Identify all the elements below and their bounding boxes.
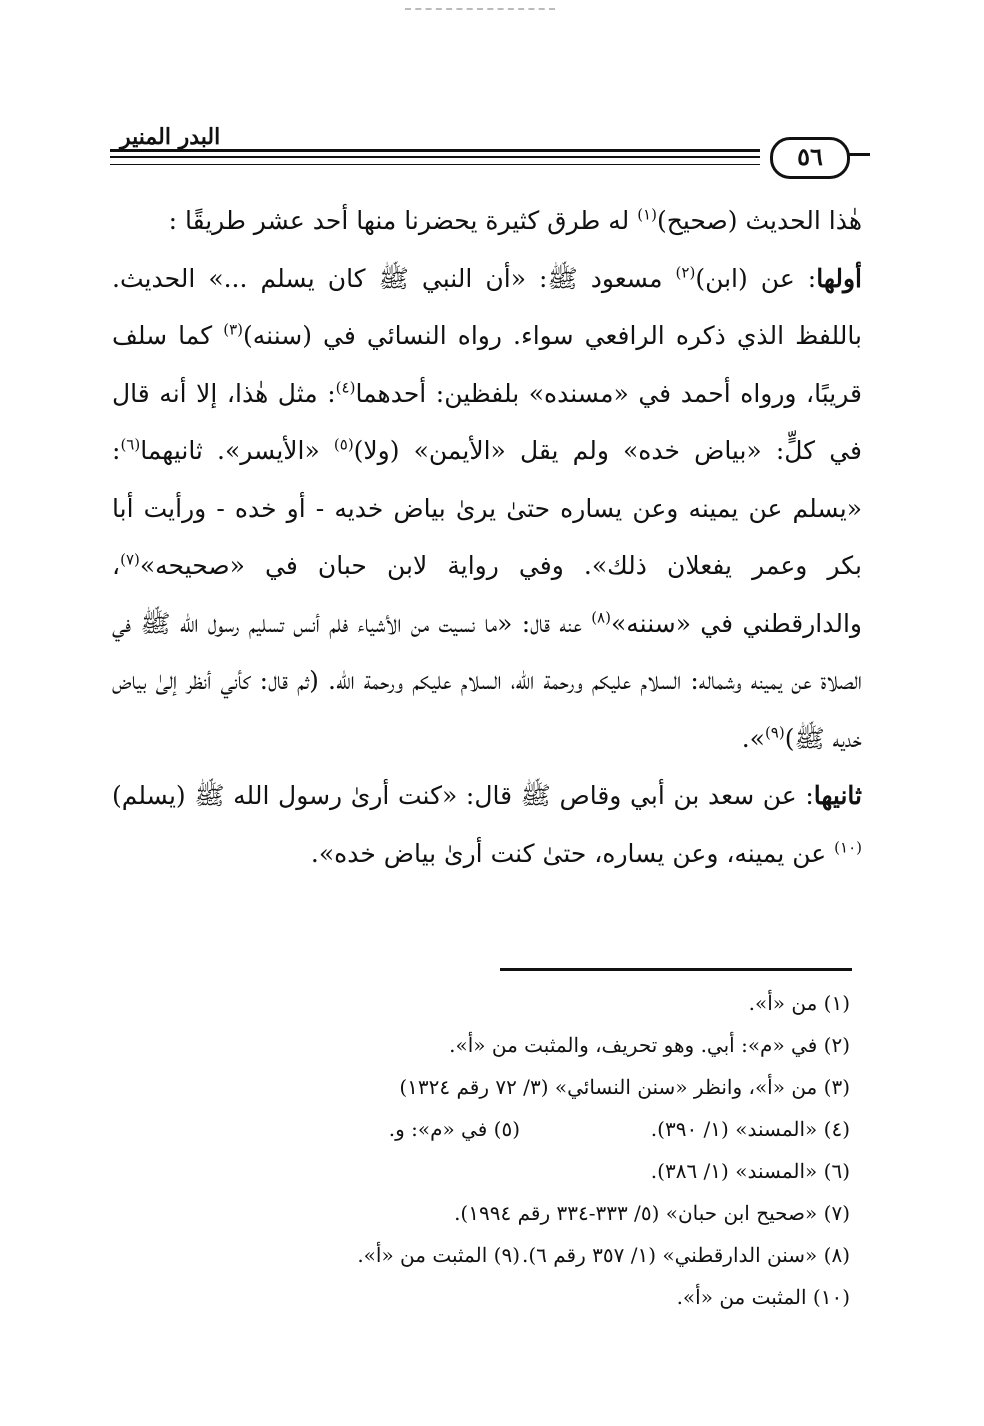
footnote-item: (٩) المثبت من «أ». [357, 1243, 520, 1267]
footnotes [290, 982, 850, 1318]
footnote-divider [500, 968, 852, 971]
footnote-ref: (٦) [120, 435, 141, 454]
footnote-item: (٣) من «أ»، وانظر «سنن النسائي» (٣/ ٧٢ رقم ١٣٢٤) [399, 1075, 850, 1099]
text-segment: كما سلف قريبًا، ورواه أحمد في «مسنده» بلفظين: أحدهما [112, 321, 862, 408]
section-heading: أولها [816, 263, 862, 293]
top-dashes-divider [405, 8, 555, 10]
text-segment: : عن سعد بن أبي وقاص ﷺ قال: «كنت أرىٰ رسول الله ﷺ (يسلم) [112, 781, 814, 810]
text-segment: : مثل هٰذا، إلا أنه قال في كلٍّ: «بياض خده» ولم يقل «الأيمن» (ولا) [112, 378, 862, 465]
footnote-ref: (٩) [764, 723, 785, 742]
footnote-ref: (٨) [591, 608, 611, 627]
footnote-item: (٥) في «م»: و. [388, 1117, 520, 1141]
text-segment: عنه قال: «ما نسيت من الأشياء فلم أنس تسليم رسول الله ﷺ في الصلاة عن يمينه وشماله: السلام عليكم ورحمة الله، السلام عليكم ورحمة الله. (ثم قال: كأني أنظر إلىٰ بياض خديه ﷺ) [112, 608, 862, 753]
footnote-ref: (٥) [333, 435, 354, 454]
footnote-ref: (٧) [120, 550, 140, 569]
page-header [110, 110, 870, 172]
text-segment: له طرق كثيرة يحضرنا منها أحد عشر طريقًا : [168, 206, 638, 235]
text-segment: : عن (ابن) [695, 263, 817, 293]
footnote-item: (٤) «المسند» (١/ ٣٩٠). [650, 1117, 850, 1141]
footnote-ref: (٤) [335, 378, 356, 397]
footnote-item: (١٠) المثبت من «أ». [676, 1285, 850, 1309]
paragraph-intro [112, 192, 862, 250]
section-heading: ثانيها [813, 781, 862, 810]
main-text [112, 192, 862, 882]
text-segment: «الأيسر». ثانيهما [140, 436, 334, 465]
footnote-ref: (٢) [675, 263, 696, 282]
footnote-item: (٦) «المسند» (١/ ٣٨٦). [650, 1159, 850, 1183]
footnote-row [290, 1234, 850, 1276]
text-segment: ، والدارقطني في «سننه» [112, 551, 862, 638]
footnote-ref: (١) [637, 205, 657, 224]
footnote-item: (٨) «سنن الدارقطني» (١/ ٣٥٧ رقم ٦). [521, 1243, 850, 1267]
text-segment: هٰذا الحديث (صحيح) [656, 206, 862, 235]
footnote-ref: (١٠) [834, 838, 862, 857]
footnote-item: (٧) «صحيح ابن حبان» (٥/ ٣٣٣-٣٣٤ رقم ١٩٩٤). [454, 1201, 850, 1225]
header-rule [110, 156, 760, 158]
text-segment: مسعود ﷺ: «أن النبي ﷺ كان يسلم ...» الحديث. باللفظ الذي ذكره الرافعي سواء. رواه النسائي في (سننه) [112, 263, 862, 350]
footnote-row [290, 1108, 850, 1150]
header-rule [110, 164, 760, 165]
page-badge-tail [848, 153, 870, 156]
footnote-item: (١) من «أ». [748, 991, 850, 1015]
page-number-badge: ٥٦ [770, 137, 850, 179]
text-segment: ». [741, 723, 765, 753]
text-segment: عن يمينه، وعن يساره، حتىٰ كنت أرىٰ بياض خده». [310, 838, 835, 868]
footnote-ref: (٣) [223, 320, 243, 339]
paragraph-second-route [112, 767, 862, 882]
book-title: البدر المنير [120, 124, 221, 150]
paragraph-first-route [112, 250, 862, 768]
text-segment: : «يسلم عن يمينه وعن يساره حتىٰ يرىٰ بياض خديه - أو خده - ورأيت أبا بكر وعمر يفعلان ذلك». وفي رواية لابن حبان في «صحيحه» [112, 436, 862, 580]
header-rule [110, 149, 760, 152]
footnote-item: (٢) في «م»: أبي. وهو تحريف، والمثبت من «أ». [449, 1033, 850, 1057]
